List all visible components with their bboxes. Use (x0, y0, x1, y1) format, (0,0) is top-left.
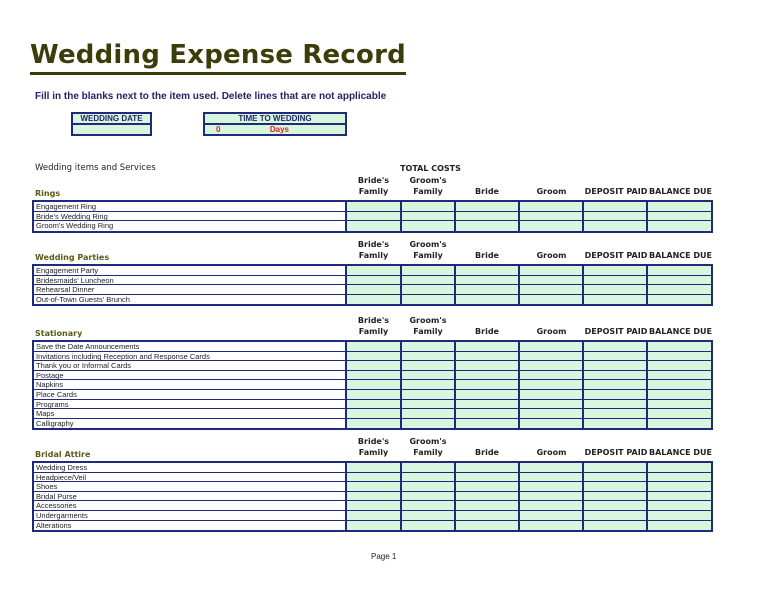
cost-cell[interactable] (345, 380, 400, 389)
days-count: 0 (216, 125, 221, 134)
expense-table (32, 340, 713, 430)
cost-cell[interactable] (345, 419, 400, 429)
column-header: Groom (536, 251, 567, 260)
cost-cell[interactable] (646, 409, 711, 418)
cost-cell[interactable] (646, 361, 711, 370)
cost-cell[interactable] (400, 361, 454, 370)
cost-cell[interactable] (518, 285, 583, 294)
wedding-date-field[interactable] (73, 125, 150, 134)
item-label: Bridal Purse (36, 491, 77, 501)
item-label: Bridesmaids' Luncheon (36, 275, 114, 285)
item-label: Programs (36, 399, 69, 409)
cost-cell[interactable] (582, 400, 646, 409)
column-header: DEPOSIT PAID (584, 251, 648, 260)
cost-cell[interactable] (518, 492, 583, 501)
cost-cell[interactable] (646, 371, 711, 380)
cost-cell[interactable] (646, 212, 711, 221)
item-label: Rehearsal Dinner (36, 285, 95, 294)
table-row (34, 482, 711, 492)
table-row (34, 202, 711, 212)
item-label: Invitations including Reception and Response Cards (36, 351, 210, 361)
cost-cell[interactable] (582, 409, 646, 418)
cost-cell[interactable] (582, 371, 646, 380)
table-row (34, 501, 711, 511)
cost-cell[interactable] (400, 371, 454, 380)
cost-cell[interactable] (582, 285, 646, 294)
cost-cell[interactable] (646, 276, 711, 285)
cost-cell[interactable] (582, 342, 646, 351)
cost-cell[interactable] (518, 521, 583, 531)
cost-cell[interactable] (454, 202, 518, 211)
cost-cell[interactable] (400, 202, 454, 211)
cost-cell[interactable] (582, 521, 646, 531)
cost-cell[interactable] (345, 492, 400, 501)
cost-cell[interactable] (400, 266, 454, 275)
cost-cell[interactable] (345, 473, 400, 482)
time-to-wedding-box (203, 112, 347, 136)
cost-cell[interactable] (454, 482, 518, 491)
time-to-wedding-value-row (205, 125, 345, 134)
table-row (34, 390, 711, 400)
table-row (34, 361, 711, 371)
cost-cell[interactable] (400, 390, 454, 399)
cost-cell[interactable] (454, 473, 518, 482)
cost-cell[interactable] (454, 409, 518, 418)
table-row (34, 295, 711, 305)
section-label: Rings (35, 189, 61, 198)
column-header: DEPOSIT PAID (584, 448, 648, 457)
cost-cell[interactable] (400, 473, 454, 482)
cost-cell[interactable] (518, 390, 583, 399)
table-row (34, 371, 711, 381)
table-row (34, 212, 711, 222)
days-unit: Days (269, 125, 289, 134)
cost-cell[interactable] (518, 371, 583, 380)
cost-cell[interactable] (345, 266, 400, 275)
cost-cell[interactable] (582, 390, 646, 399)
cost-cell[interactable] (518, 501, 583, 510)
cost-cell[interactable] (518, 482, 583, 491)
cost-cell[interactable] (400, 419, 454, 429)
table-row (34, 221, 711, 231)
cost-cell[interactable] (400, 212, 454, 221)
cost-cell[interactable] (518, 463, 583, 472)
table-row (34, 342, 711, 352)
cost-cell[interactable] (646, 202, 711, 211)
column-header: Groom's Family (409, 437, 447, 457)
item-label: Undergarments (36, 510, 88, 520)
cost-cell[interactable] (582, 482, 646, 491)
cost-cell[interactable] (345, 285, 400, 294)
cost-cell[interactable] (400, 409, 454, 418)
cost-cell[interactable] (646, 342, 711, 351)
cost-cell[interactable] (400, 463, 454, 472)
item-label: Shoes (36, 482, 58, 491)
cost-cell[interactable] (646, 221, 711, 231)
cost-cell[interactable] (582, 361, 646, 370)
cost-cell[interactable] (518, 419, 583, 429)
cost-cell[interactable] (400, 521, 454, 531)
cost-cell[interactable] (345, 221, 400, 231)
cost-cell[interactable] (345, 342, 400, 351)
cost-cell[interactable] (646, 501, 711, 510)
cost-cell[interactable] (400, 492, 454, 501)
cost-cell[interactable] (582, 511, 646, 520)
column-header: DEPOSIT PAID (584, 187, 648, 196)
table-row (34, 352, 711, 362)
column-header: Groom (536, 448, 567, 457)
cost-cell[interactable] (518, 400, 583, 409)
cost-cell[interactable] (582, 276, 646, 285)
cost-cell[interactable] (400, 342, 454, 351)
cost-cell[interactable] (518, 473, 583, 482)
column-header: Bride's Family (357, 240, 390, 260)
cost-cell[interactable] (646, 380, 711, 389)
cost-cell[interactable] (518, 212, 583, 221)
cost-cell[interactable] (454, 400, 518, 409)
column-header: Bride's Family (357, 316, 390, 336)
cost-cell[interactable] (518, 276, 583, 285)
cost-cell[interactable] (646, 482, 711, 491)
wedding-date-label: WEDDING DATE (73, 114, 150, 125)
cost-cell[interactable] (345, 371, 400, 380)
cost-cell[interactable] (345, 295, 400, 305)
cost-cell[interactable] (454, 492, 518, 501)
column-header: BALANCE DUE (649, 327, 712, 336)
cost-cell[interactable] (454, 352, 518, 361)
cost-cell[interactable] (518, 202, 583, 211)
column-header: Groom (536, 327, 567, 336)
item-label: Calligraphy (36, 418, 74, 428)
column-header: Bride (475, 251, 499, 260)
cost-cell[interactable] (646, 419, 711, 429)
table-row (34, 285, 711, 295)
cost-cell[interactable] (400, 482, 454, 491)
column-header: Groom's Family (409, 176, 447, 196)
page-number: Page 1 (371, 552, 397, 561)
cost-cell[interactable] (646, 390, 711, 399)
time-to-wedding-label: TIME TO WEDDING (205, 114, 345, 125)
cost-cell[interactable] (454, 501, 518, 510)
cost-cell[interactable] (400, 221, 454, 231)
cost-cell[interactable] (454, 371, 518, 380)
instructions: Fill in the blanks next to the item used. Delete lines that are not applicable (35, 91, 387, 102)
cost-cell[interactable] (345, 361, 400, 370)
cost-cell[interactable] (345, 212, 400, 221)
cost-cell[interactable] (454, 419, 518, 429)
item-label: Bride's Wedding Ring (36, 211, 108, 221)
table-row (34, 380, 711, 390)
cost-cell[interactable] (400, 295, 454, 305)
cost-cell[interactable] (400, 276, 454, 285)
cost-cell[interactable] (518, 221, 583, 231)
table-row (34, 400, 711, 410)
cost-cell[interactable] (582, 352, 646, 361)
item-label: Postage (36, 370, 64, 380)
table-row (34, 521, 711, 531)
cost-cell[interactable] (518, 342, 583, 351)
expense-table (32, 200, 713, 233)
item-label: Accessories (36, 501, 77, 510)
column-header: Bride (475, 187, 499, 196)
cost-cell[interactable] (582, 295, 646, 305)
page-title: Wedding Expense Record (30, 38, 406, 75)
cost-cell[interactable] (646, 473, 711, 482)
cost-cell[interactable] (345, 352, 400, 361)
items-heading: Wedding items and Services (35, 163, 156, 173)
cost-cell[interactable] (345, 390, 400, 399)
table-row (34, 473, 711, 483)
cost-cell[interactable] (454, 390, 518, 399)
cost-cell[interactable] (454, 276, 518, 285)
cost-cell[interactable] (454, 463, 518, 472)
cost-cell[interactable] (454, 380, 518, 389)
cost-cell[interactable] (454, 511, 518, 520)
cost-cell[interactable] (582, 473, 646, 482)
cost-cell[interactable] (518, 380, 583, 389)
cost-cell[interactable] (518, 361, 583, 370)
cost-cell[interactable] (646, 295, 711, 305)
item-label: Napkins (36, 380, 64, 389)
cost-cell[interactable] (582, 492, 646, 501)
item-label: Maps (36, 409, 55, 418)
column-header: Groom (536, 187, 567, 196)
cost-cell[interactable] (582, 380, 646, 389)
cost-cell[interactable] (345, 202, 400, 211)
cost-cell[interactable] (646, 521, 711, 531)
cost-cell[interactable] (582, 463, 646, 472)
cost-cell[interactable] (400, 511, 454, 520)
column-header: BALANCE DUE (649, 251, 712, 260)
cost-cell[interactable] (646, 492, 711, 501)
item-label: Groom's Wedding Ring (36, 221, 114, 231)
cost-cell[interactable] (582, 212, 646, 221)
cost-cell[interactable] (454, 295, 518, 305)
cost-cell[interactable] (646, 266, 711, 275)
cost-cell[interactable] (400, 380, 454, 389)
cost-cell[interactable] (646, 400, 711, 409)
table-row (34, 511, 711, 521)
table-row (34, 492, 711, 502)
cost-cell[interactable] (646, 463, 711, 472)
cost-cell[interactable] (400, 501, 454, 510)
column-header: Bride's Family (357, 437, 390, 457)
table-row (34, 266, 711, 276)
section-label: Wedding Parties (35, 253, 110, 262)
table-row (34, 276, 711, 286)
cost-cell[interactable] (345, 400, 400, 409)
section-label: Stationary (35, 329, 83, 338)
item-label: Engagement Ring (36, 202, 97, 211)
cost-cell[interactable] (454, 521, 518, 531)
cost-cell[interactable] (454, 221, 518, 231)
cost-cell[interactable] (345, 463, 400, 472)
item-label: Save the Date Announcements (36, 342, 140, 351)
column-header: DEPOSIT PAID (584, 327, 648, 336)
cost-cell[interactable] (518, 409, 583, 418)
item-label: Wedding Dress (36, 463, 88, 472)
cost-cell[interactable] (646, 511, 711, 520)
cost-cell[interactable] (345, 521, 400, 531)
item-label: Place Cards (36, 389, 77, 399)
cost-cell[interactable] (454, 285, 518, 294)
table-row (34, 419, 711, 429)
cost-cell[interactable] (345, 482, 400, 491)
table-row (34, 409, 711, 419)
item-label: Alterations (36, 520, 72, 530)
cost-cell[interactable] (400, 400, 454, 409)
item-label: Engagement Party (36, 266, 99, 275)
cost-cell[interactable] (345, 501, 400, 510)
cost-cell[interactable] (454, 342, 518, 351)
cost-cell[interactable] (582, 266, 646, 275)
expense-table (32, 461, 713, 532)
column-header: Bride (475, 327, 499, 336)
cost-cell[interactable] (518, 295, 583, 305)
cost-cell[interactable] (518, 511, 583, 520)
table-row (34, 463, 711, 473)
column-header: BALANCE DUE (649, 448, 712, 457)
cost-cell[interactable] (646, 285, 711, 294)
cost-cell[interactable] (454, 212, 518, 221)
wedding-date-box (71, 112, 152, 136)
cost-cell[interactable] (400, 285, 454, 294)
cost-cell[interactable] (345, 409, 400, 418)
total-costs-label: TOTAL COSTS (400, 164, 461, 173)
section-label: Bridal Attire (35, 450, 91, 459)
item-label: Out-of-Town Guests' Brunch (36, 294, 130, 304)
column-header: Bride (475, 448, 499, 457)
item-label: Headpiece/Veil (36, 472, 87, 482)
cost-cell[interactable] (518, 352, 583, 361)
cost-cell[interactable] (454, 266, 518, 275)
cost-cell[interactable] (454, 361, 518, 370)
cost-cell[interactable] (582, 419, 646, 429)
cost-cell[interactable] (400, 352, 454, 361)
cost-cell[interactable] (582, 202, 646, 211)
column-header: BALANCE DUE (649, 187, 712, 196)
cost-cell[interactable] (646, 352, 711, 361)
cost-cell[interactable] (582, 501, 646, 510)
column-header: Bride's Family (357, 176, 390, 196)
expense-table (32, 264, 713, 306)
cost-cell[interactable] (582, 221, 646, 231)
item-label: Thank you or Informal Cards (36, 361, 132, 370)
cost-cell[interactable] (345, 511, 400, 520)
cost-cell[interactable] (345, 276, 400, 285)
cost-cell[interactable] (518, 266, 583, 275)
column-header: Groom's Family (409, 316, 447, 336)
column-header: Groom's Family (409, 240, 447, 260)
